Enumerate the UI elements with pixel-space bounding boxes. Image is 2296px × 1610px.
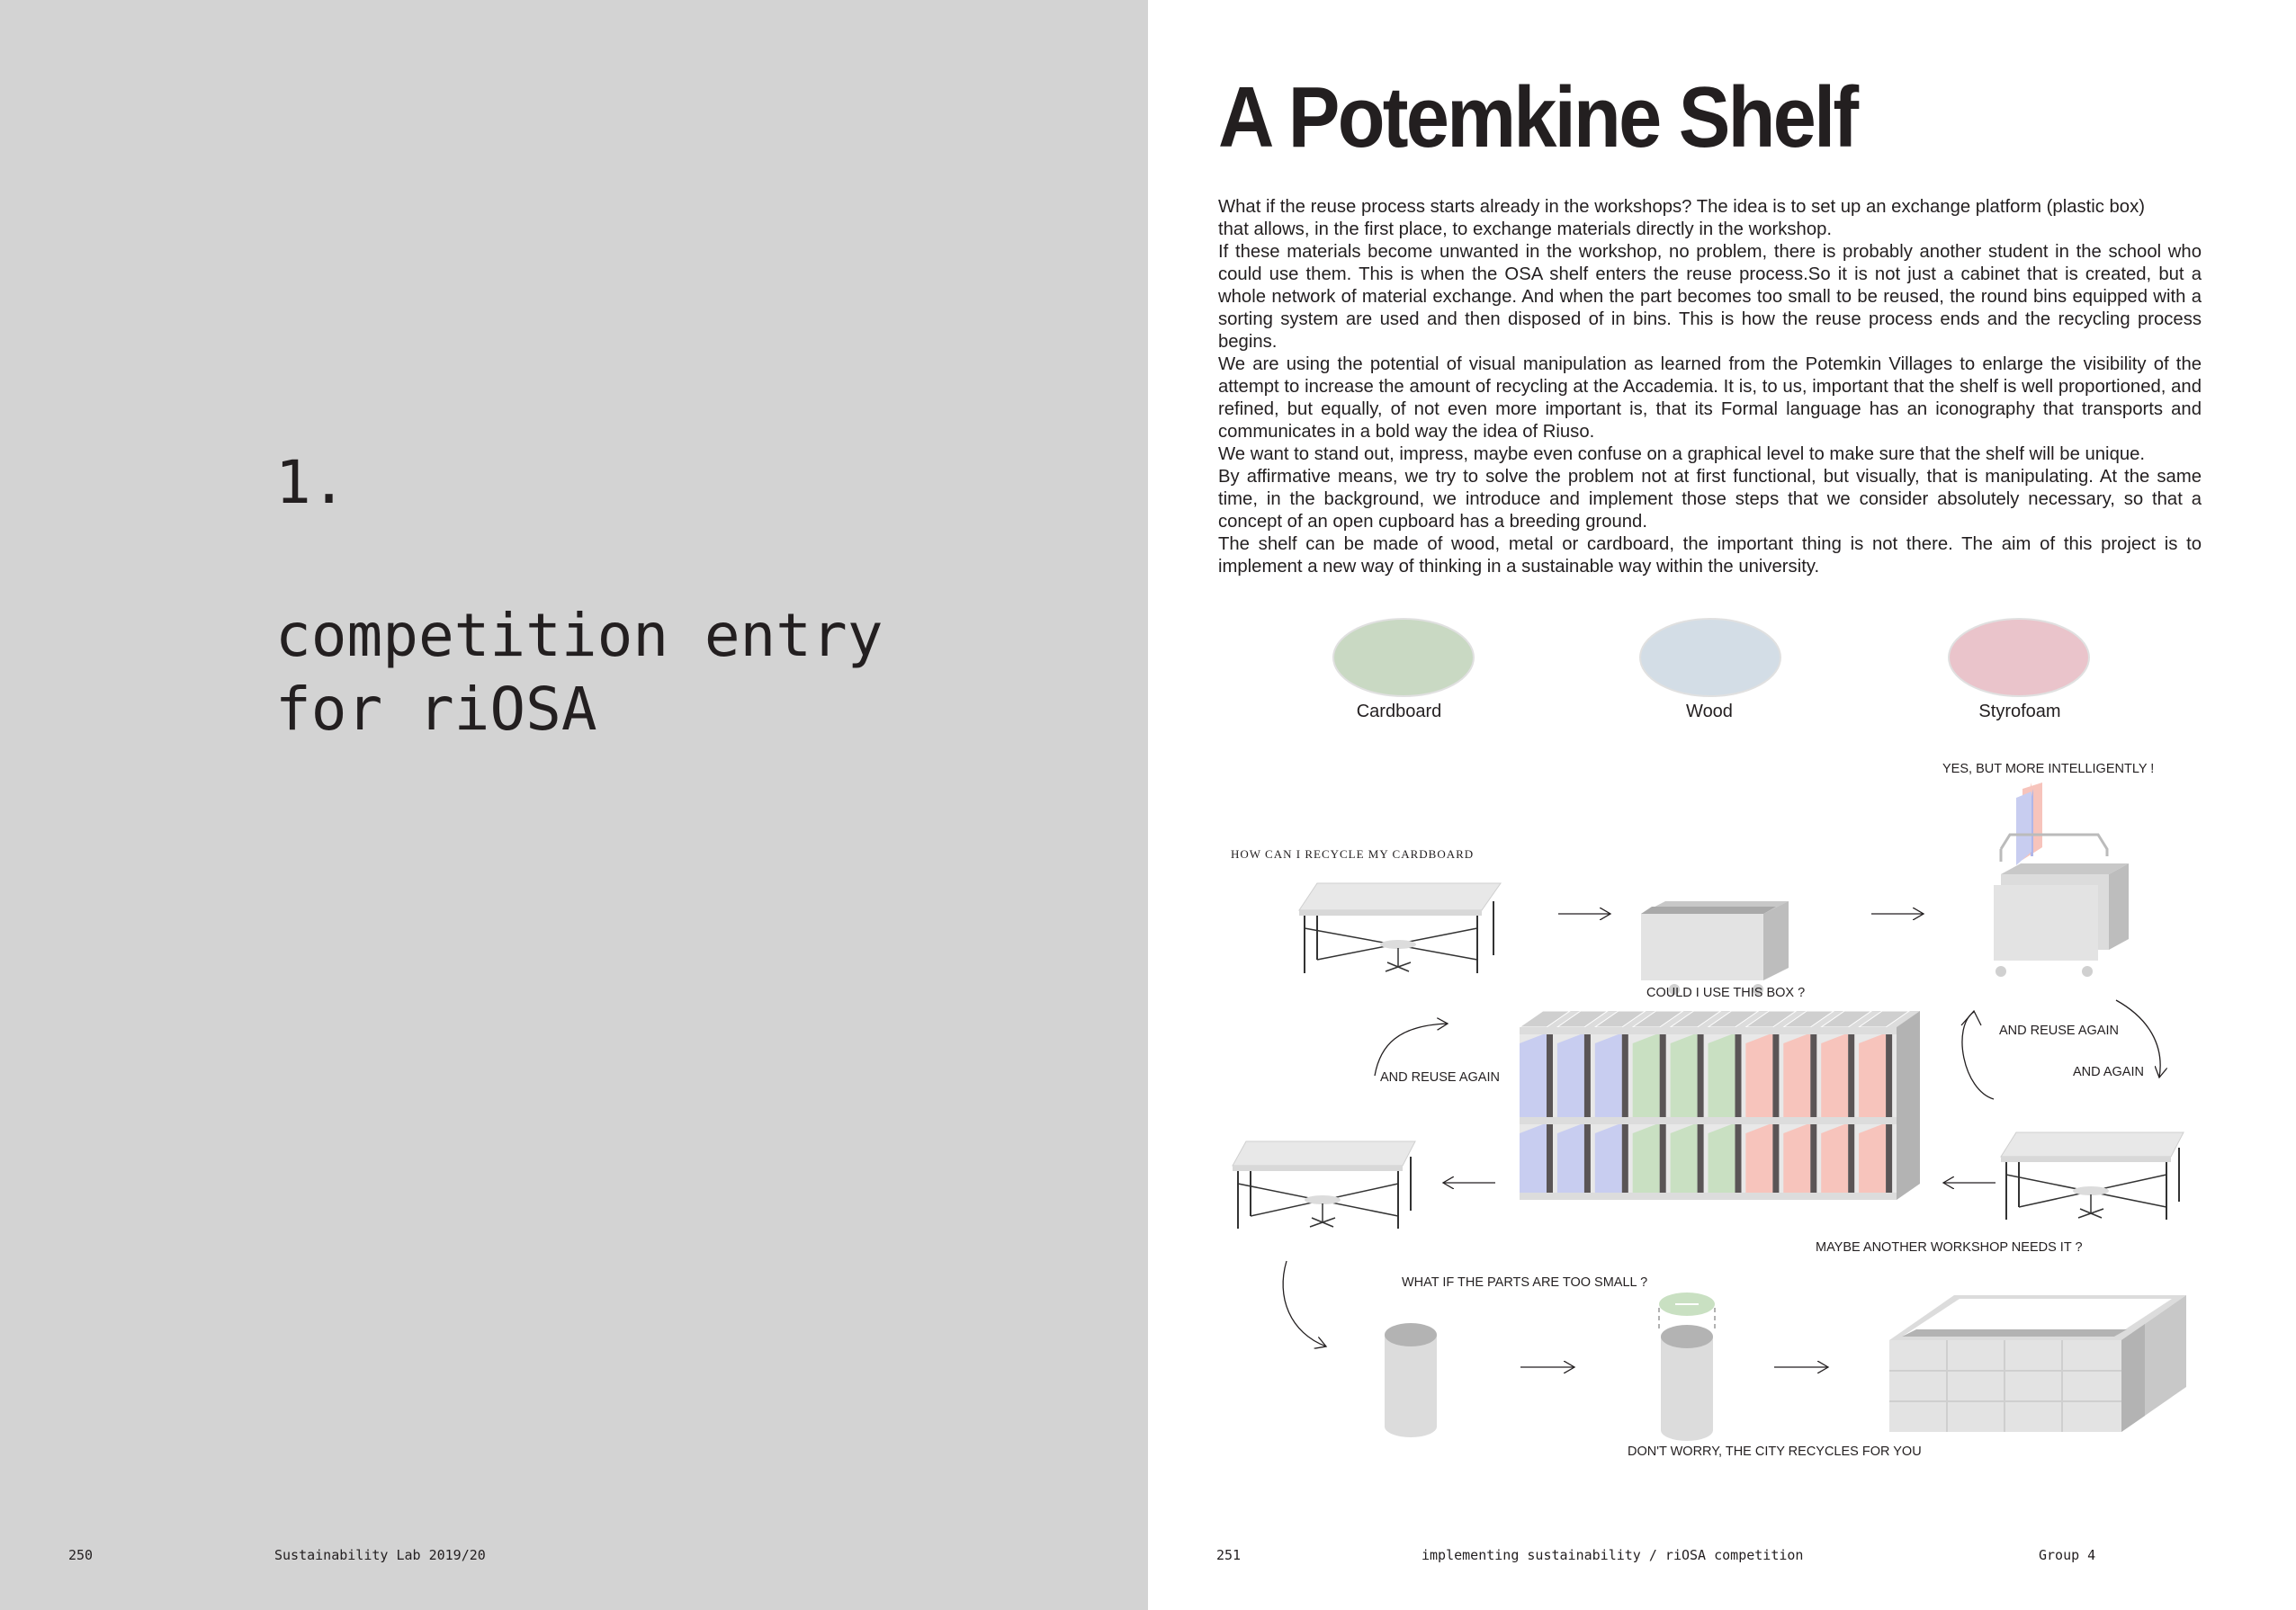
label-more-intelligently: YES, BUT MORE INTELLIGENTLY !: [1942, 762, 2155, 776]
shelf-compartment-panel: [1520, 1034, 1547, 1117]
legend-cardboard-swatch: [1333, 619, 1474, 696]
legend-cardboard-label: Cardboard: [1356, 702, 1442, 721]
shelf-compartment-panel: [1557, 1124, 1584, 1193]
legend-styrofoam-swatch: [1949, 619, 2089, 696]
legend-wood-swatch: [1640, 619, 1780, 696]
round-bin-with-lid-illustration: [1659, 1292, 1715, 1441]
curved-arrow-down: [1283, 1261, 1326, 1346]
chapter-title-line-2: for riOSA: [275, 675, 597, 744]
label-reuse-again-right: AND REUSE AGAIN: [1999, 1024, 2119, 1038]
paragraph-2: that allows, in the first place, to exchange materials directly in the workshop.: [1218, 219, 1833, 239]
shelf-compartment-panel: [1671, 1034, 1698, 1117]
shelf-divider: [1848, 1034, 1854, 1117]
right-page-number: 251: [1216, 1547, 1242, 1563]
body-text: [1218, 196, 2202, 578]
shelf-compartment-panel: [1859, 1034, 1886, 1117]
box-illustration: [1641, 901, 1789, 995]
shelf-divider: [1660, 1034, 1666, 1117]
shelf-compartment-panel: [1709, 1034, 1735, 1117]
shelf-divider: [1622, 1034, 1628, 1117]
label-and-again: AND AGAIN: [2073, 1065, 2144, 1079]
shelf-divider: [1584, 1034, 1591, 1117]
shelf-divider: [1810, 1034, 1816, 1117]
workshop-table-illustration-2: [1233, 1141, 1415, 1229]
shelf-compartment-panel: [1520, 1124, 1547, 1193]
workshop-table-illustration-3: [2001, 1132, 2184, 1220]
shelf-compartment-panel: [1595, 1034, 1622, 1117]
riosa-shelf-illustration: [1520, 1011, 1920, 1200]
shelf-divider: [1547, 1034, 1553, 1117]
shelf-compartment-panel: [1745, 1124, 1772, 1193]
paragraph-1: What if the reuse process starts already in the workshops? The idea is to set up an exchange platform (plastic box): [1218, 197, 2145, 217]
shelf-divider: [1735, 1124, 1742, 1193]
workshop-table-illustration-1: [1299, 883, 1501, 973]
shelf-divider: [1848, 1124, 1854, 1193]
legend-styrofoam-label: Styrofoam: [1978, 702, 2061, 721]
right-footer-group: Group 4: [2039, 1547, 2096, 1563]
shelf-compartment-panel: [1783, 1124, 1810, 1193]
paragraph-4: We are using the potential of visual manipulation as learned from the Potemkin Villages to enlarge the visibility of the attempt to increase the amount of recycling at the Accademia. It is, to us, important that the shelf is well proportioned, and refined, but equally, of not even more important is, that its Formal language has an iconography that transports and communicates in a bold way the idea of Riuso.: [1218, 354, 2202, 442]
label-reuse-again-left: AND REUSE AGAIN: [1380, 1070, 1500, 1085]
curved-arrow-right-up-head: [1961, 1011, 1981, 1025]
paragraph-5: We want to stand out, impress, maybe even confuse on a graphical level to make sure that the shelf will be unique.: [1218, 444, 2146, 464]
curved-arrow-right-up: [1962, 1012, 1994, 1099]
shelf-divider: [1886, 1124, 1892, 1193]
left-page-number: 250: [68, 1547, 94, 1563]
legend-wood-label: Wood: [1686, 702, 1733, 721]
shelf-compartment-panel: [1633, 1124, 1660, 1193]
label-parts-too-small: WHAT IF THE PARTS ARE TOO SMALL ?: [1402, 1275, 1648, 1290]
shelf-divider: [1772, 1124, 1779, 1193]
paragraph-7: The shelf can be made of wood, metal or cardboard, the important thing is not there. The aim of this project is to implement a new way of thinking in a sustainable way within the university.: [1218, 534, 2202, 577]
shelf-divider: [1660, 1124, 1666, 1193]
shelf-divider: [1735, 1034, 1742, 1117]
shelf-divider: [1772, 1034, 1779, 1117]
shelf-divider: [1622, 1124, 1628, 1193]
label-city-recycles: DON'T WORRY, THE CITY RECYCLES FOR YOU: [1628, 1445, 1922, 1459]
label-how-recycle: HOW CAN I RECYCLE MY CARDBOARD: [1231, 847, 1475, 861]
shelf-compartment-panel: [1633, 1034, 1660, 1117]
curved-arrow-left: [1375, 1024, 1448, 1076]
shelf-compartment-panel: [1821, 1034, 1848, 1117]
left-footer-book-title: Sustainability Lab 2019/20: [274, 1547, 486, 1563]
round-bin-illustration-1: [1385, 1323, 1437, 1437]
shelf-divider: [1810, 1124, 1816, 1193]
right-footer-section: implementing sustainability / riOSA competition: [1422, 1547, 1804, 1563]
chapter-number: 1.: [275, 448, 347, 517]
shelf-divider: [1584, 1124, 1591, 1193]
reuse-process-diagram: [1218, 604, 2202, 1504]
shelf-compartment-panel: [1557, 1034, 1584, 1117]
city-recycling-container-illustration: [1889, 1295, 2186, 1432]
shelf-compartment-panel: [1859, 1124, 1886, 1193]
shelf-compartment-panel: [1821, 1124, 1848, 1193]
shelf-divider: [1698, 1124, 1704, 1193]
page-title: A Potemkine Shelf: [1218, 69, 1857, 165]
shelf-divider: [1698, 1034, 1704, 1117]
shelf-compartment-panel: [1783, 1034, 1810, 1117]
paragraph-6: By affirmative means, we try to solve the problem not at first functional, but visually, that is manipulating. At the same time, in the background, we introduce and implement those steps that we consider absolutely necessary, so that a concept of an open cupboard has a breeding ground.: [1218, 467, 2202, 532]
shelf-divider: [1547, 1124, 1553, 1193]
label-use-box: COULD I USE THIS BOX ?: [1646, 986, 1806, 1000]
shelf-compartment-panel: [1671, 1124, 1698, 1193]
diagram-svg: [1218, 604, 2202, 1504]
shelf-compartment-panel: [1709, 1124, 1735, 1193]
chapter-title: [275, 599, 883, 747]
chapter-title-line-1: competition entry: [275, 601, 883, 670]
shelf-compartment-panel: [1745, 1034, 1772, 1117]
shelf-compartment-panel: [1595, 1124, 1622, 1193]
paragraph-3: If these materials become unwanted in the workshop, no problem, there is probably another student in the school who could use them. This is when the OSA shelf enters the reuse process.So it is not just a cabinet that is created, but a whole network of material exchange. And when the part becomes too small to be reused, the round bins equipped with a sorting system are used and then disposed of in bins. This is how the reuse process ends and the recycling process begins.: [1218, 242, 2202, 352]
label-another-workshop: MAYBE ANOTHER WORKSHOP NEEDS IT ?: [1816, 1240, 2083, 1255]
legend: [1333, 619, 2089, 721]
box-with-sorting-illustration: [1994, 783, 2129, 977]
shelf-divider: [1886, 1034, 1892, 1117]
